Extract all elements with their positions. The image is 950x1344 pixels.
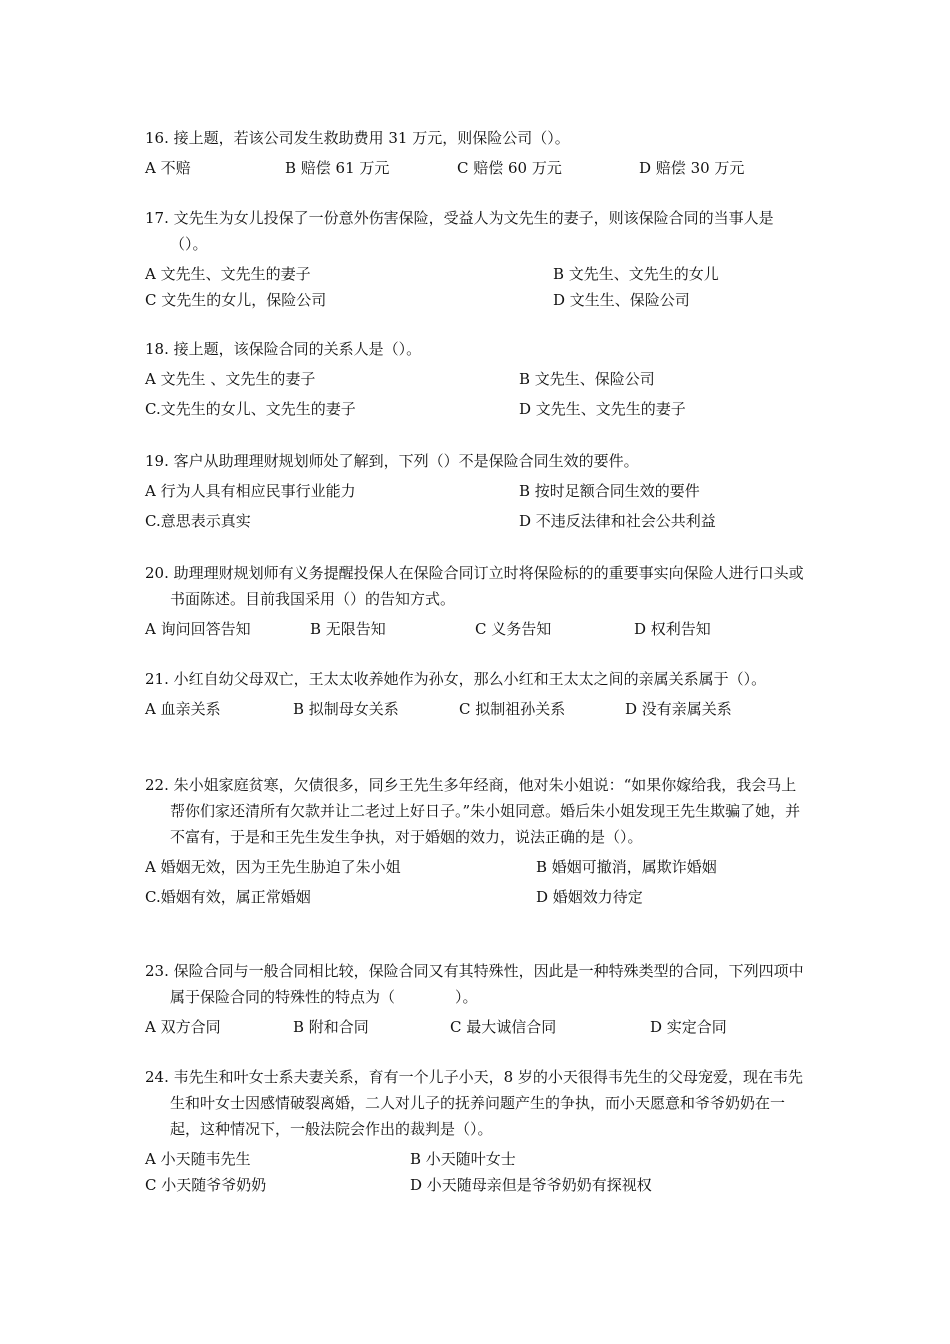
option-d: D 婚姻效力待定 xyxy=(536,888,643,906)
option-b: B 婚姻可撤消，属欺诈婚姻 xyxy=(536,858,717,876)
options-row xyxy=(145,1014,810,1040)
options-row xyxy=(145,478,810,504)
option-a: A 行为人具有相应民事行业能力 xyxy=(145,482,356,500)
option-c: C 文先生的女儿，保险公司 xyxy=(145,291,327,309)
question-stem: 19. 客户从助理理财规划师处了解到，下列（）不是保险合同生效的要件。 xyxy=(145,452,639,470)
option-d: D 没有亲属关系 xyxy=(625,700,732,718)
question-24 xyxy=(145,1064,810,1198)
option-a: A 文先生 、文先生的妻子 xyxy=(145,370,316,388)
question-stem: 24. 韦先生和叶女士系夫妻关系，育有一个儿子小天，8 岁的小天很得韦先生的父母宠爱，现在韦先生和叶女士因感情破裂离婚，二人对儿子的抚养问题产生的争执，而小天愿意和爷爷奶奶在一起，这种情况下，一般法院会作出的裁判是（）。 xyxy=(145,1068,803,1138)
option-c: C 义务告知 xyxy=(475,620,552,638)
options-row xyxy=(145,1146,810,1172)
option-a: A 婚姻无效，因为王先生胁迫了朱小姐 xyxy=(145,858,401,876)
question-stem: 20. 助理理财规划师有义务提醒投保人在保险合同订立时将保险标的的重要事实向保险人进行口头或书面陈述。目前我国采用（）的告知方式。 xyxy=(145,564,804,608)
option-a: A 小天随韦先生 xyxy=(145,1150,251,1168)
option-b: B 按时足额合同生效的要件 xyxy=(519,482,700,500)
option-d: D 赔偿 30 万元 xyxy=(639,159,745,177)
question-stem: 22. 朱小姐家庭贫寒，欠债很多，同乡王先生多年经商，他对朱小姐说：“如果你嫁给我，我会马上帮你们家还清所有欠款并让二老过上好日子。”朱小姐同意。婚后朱小姐发现王先生欺骗了她，并不富有，于是和王先生发生争执，对于婚姻的效力，说法正确的是（）。 xyxy=(145,776,801,846)
option-c: C 最大诚信合同 xyxy=(450,1018,557,1036)
option-a: A 不赔 xyxy=(145,159,191,177)
options-row xyxy=(145,155,810,181)
options-row xyxy=(145,616,810,642)
question-23 xyxy=(145,958,810,1040)
option-b: B 附和合同 xyxy=(293,1018,369,1036)
option-d: D 文生生、保险公司 xyxy=(553,291,690,309)
options-row xyxy=(145,396,810,422)
question-stem: 21. 小红自幼父母双亡，王太太收养她作为孙女，那么小红和王太太之间的亲属关系属于（）。 xyxy=(145,670,767,688)
question-17 xyxy=(145,205,810,313)
question-stem: 16. 接上题，若该公司发生救助费用 31 万元，则保险公司（）。 xyxy=(145,129,570,147)
options-row xyxy=(145,854,810,880)
option-c: C 小天随爷爷奶奶 xyxy=(145,1176,267,1194)
option-a: A 文先生、文先生的妻子 xyxy=(145,265,311,283)
question-21 xyxy=(145,666,810,722)
question-19 xyxy=(145,448,810,534)
option-b: B 文先生、保险公司 xyxy=(519,370,655,388)
question-20 xyxy=(145,560,810,642)
option-c: C 拟制祖孙关系 xyxy=(459,700,566,718)
option-c: C 赔偿 60 万元 xyxy=(457,159,562,177)
option-a: A 双方合同 xyxy=(145,1018,221,1036)
options-row xyxy=(145,287,810,313)
option-c: C.婚姻有效，属正常婚姻 xyxy=(145,888,311,906)
option-d: D 实定合同 xyxy=(650,1018,727,1036)
options-row xyxy=(145,261,810,287)
options-row xyxy=(145,696,810,722)
option-d: D 小天随母亲但是爷爷奶奶有探视权 xyxy=(410,1176,652,1194)
option-a: A 血亲关系 xyxy=(145,700,221,718)
option-b: B 拟制母女关系 xyxy=(293,700,399,718)
question-16 xyxy=(145,125,810,181)
question-stem: 23. 保险合同与一般合同相比较，保险合同又有其特殊性，因此是一种特殊类型的合同，下列四项中属于保险合同的特殊性的特点为（ ）。 xyxy=(145,962,804,1006)
question-stem: 18. 接上题，该保险合同的关系人是（）。 xyxy=(145,340,422,358)
option-b: B 赔偿 61 万元 xyxy=(285,159,390,177)
options-row xyxy=(145,1172,810,1198)
option-b: B 文先生、文先生的女儿 xyxy=(553,265,719,283)
option-d: D 权利告知 xyxy=(634,620,711,638)
options-row xyxy=(145,508,810,534)
options-row xyxy=(145,366,810,392)
question-18 xyxy=(145,336,810,422)
question-stem: 17. 文先生为女儿投保了一份意外伤害保险，受益人为文先生的妻子，则该保险合同的当事人是（）。 xyxy=(145,209,774,253)
options-row xyxy=(145,884,810,910)
option-d: D 不违反法律和社会公共利益 xyxy=(519,512,716,530)
option-b: B 小天随叶女士 xyxy=(410,1150,516,1168)
option-c: C.意思表示真实 xyxy=(145,512,251,530)
option-c: C.文先生的女儿、文先生的妻子 xyxy=(145,400,356,418)
option-a: A 询问回答告知 xyxy=(145,620,251,638)
question-22 xyxy=(145,772,810,910)
option-b: B 无限告知 xyxy=(310,620,386,638)
option-d: D 文先生、文先生的妻子 xyxy=(519,400,686,418)
